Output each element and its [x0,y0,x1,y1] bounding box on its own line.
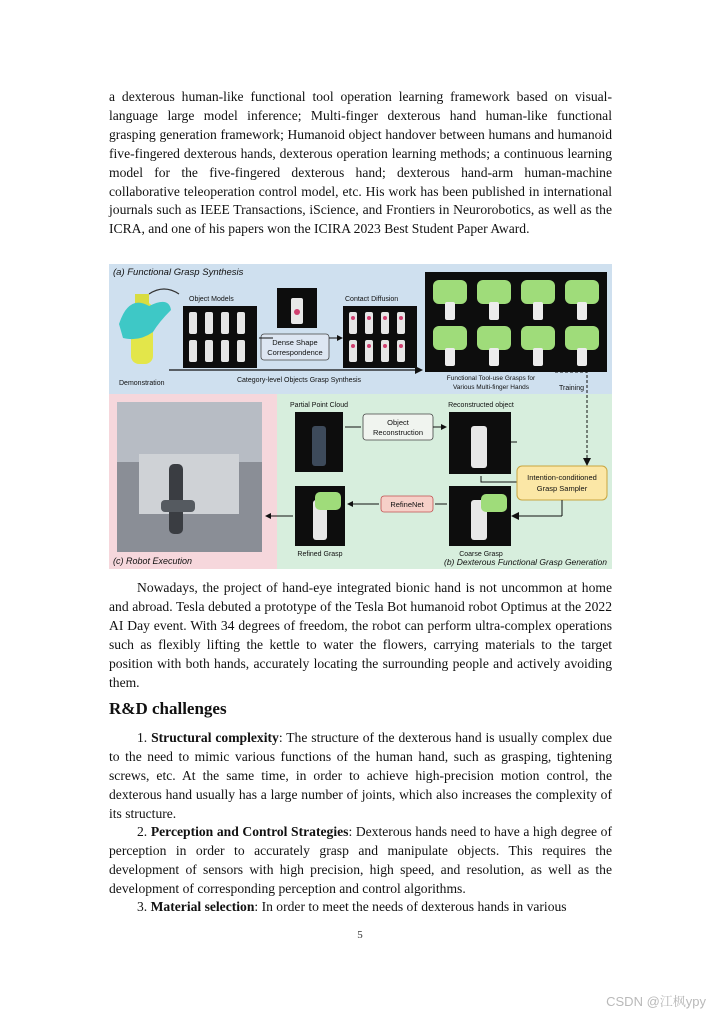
category-synthesis-label: Category-level Objects Grasp Synthesis [236,377,362,384]
demonstration-label: Demonstration [119,380,165,387]
dense-shape-line2: Correspondence [267,348,323,357]
body-paragraph: Nowadays, the project of hand-eye integrated bionic hand is not uncommon at home and abroad. Tesla debuted a prototype of the Tesla Bot humanoid robot Optimus at the 2022 AI Day event. With 34 degrees of freedom, the robot can perform ultra-complex operations such as flexibly lifting the kettle to water the flowers, carrying materials to the target position with both hands, accurately locating the surrounding people and actively avoiding them. [109,580,612,690]
framework-figure [109,264,612,569]
dense-shape-line1: Dense Shape [272,338,318,347]
object-recon-line1: Object [387,418,409,427]
training-label: Training [559,385,585,392]
watermark: CSDN @江枫ypy [606,994,706,1009]
object-models-label: Object Models [189,296,234,303]
challenge-item: 1. Structural complexity: The structure of the dexterous hand is usually complex due to the need to mimic various functions of the human hand, such as grasping, tightening screws, etc. At the same time, in order to achieve high-precision motion control, the dexterous hand usually has a large number of joints, which also increases the complexity of its structure. [109,730,612,821]
partial-cloud-label: Partial Point Cloud [290,402,348,409]
panel-a-title: (a) Functional Grasp Synthesis [113,267,244,278]
functional-grasps-line2: Various Multi-finger Hands [452,384,530,391]
challenge-item: 2. Perception and Control Strategies: Dexterous hands need to have a high degree of perception in order to accurately grasp and manipulate objects. This requires the development of sensors with high precision, high speed, and resolution, as well as the development of corresponding perception and control algorithms. [109,824,612,896]
panel-b-title: (b) Dexterous Functional Grasp Generation [444,557,607,567]
intention-line1: Intention-conditioned [527,473,597,482]
reconstructed-label: Reconstructed object [448,402,514,409]
refined-grasp-label: Refined Grasp [297,551,343,558]
section-heading: R&D challenges [109,699,227,718]
contact-diffusion-label: Contact Diffusion [345,296,399,303]
grasp-sampler-box [517,466,607,500]
coarse-grasp-label: Coarse Grasp [459,551,503,558]
page-number: 5 [357,929,363,941]
intention-line2: Grasp Sampler [536,484,588,493]
body-paragraph: a dexterous human-like functional tool operation learning framework based on visual-language large model inference; Multi-finger dexterous hand human-like functional grasping generation framework; Humanoid object handover between humans and humanoid five-fingered dexterous hands, dexterous operation learning methods; a continuous learning model for the five-fingered dexterous hand; dexterous hand-arm human-machine collaborative teleoperation control model, etc. His work has been published in international journals such as IEEE Transactions, iScience, and Frontiers in Neurorobotics, as well as the ICRA, and one of his papers won the ICIRA 2023 Best Student Paper Award. [109,89,612,237]
challenge-item: 3. Material selection: In order to meet the needs of dexterous hands in various [137,899,567,914]
object-recon-line2: Reconstruction [372,428,424,437]
functional-grasps-line1: Functional Tool-use Grasps for [446,375,536,382]
refinenet-label: RefineNet [390,500,424,509]
panel-c-title: (c) Robot Execution [113,556,193,566]
